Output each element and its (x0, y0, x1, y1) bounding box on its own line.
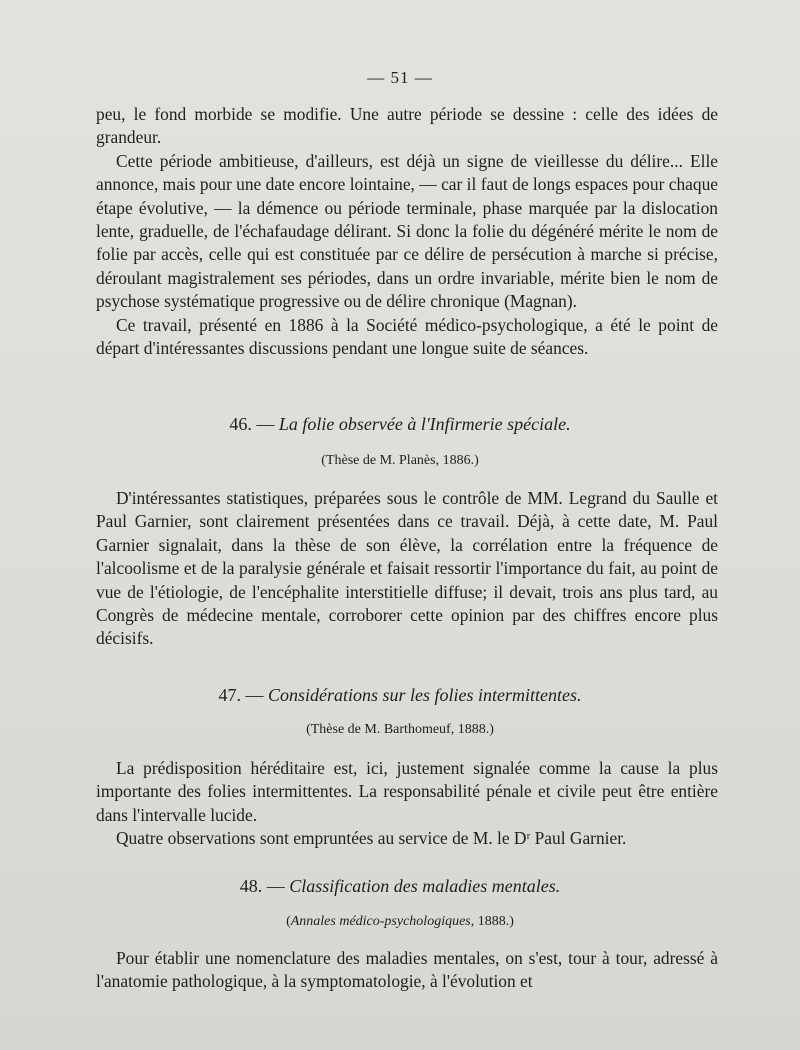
source-open: ( (286, 914, 291, 929)
paragraph: Pour établir une nomenclature des maladies mentales, on s'est, tour à tour, adressé à l'anatomie pathologique, à la symptomatologie, à l'évolution et (96, 948, 718, 992)
page-number: — 51 — (367, 68, 433, 87)
paragraph: Quatre observations sont empruntées au service de M. le Dʳ Paul Garnier. (116, 828, 627, 849)
section-number: 47. — (218, 685, 268, 705)
text-block-48 (96, 947, 718, 994)
paragraph: Ce travail, présenté en 1886 à la Société médico-psychologique, a été le point de départ d'intéressantes discussions pendant une longue suite de séances. (96, 314, 718, 359)
section-number: 48. — (239, 876, 290, 896)
section-heading-47 (0, 685, 800, 706)
section-title: Considérations sur les folies intermittentes. (268, 685, 582, 705)
paragraph: peu, le fond morbide se modifie. Une autre période se dessine : celle des idées de grandeur. (96, 104, 718, 148)
text-block-intro (96, 103, 718, 360)
section-heading-48 (0, 876, 800, 897)
section-heading-46 (0, 414, 800, 435)
paragraph: D'intéressantes statistiques, préparées sous le contrôle de MM. Legrand du Saulle et Paul Garnier, sont clairement présentées dans ce travail. Déjà, à cette date, M. Paul Garnier signalait, dans la thèse de son élève, la corrélation entre la fréquence de l'alcoolisme et de la paralysie générale et faisait ressortir l'importance du fait, au point de vue de l'étiologie, de l'encéphalite interstitielle diffuse; il devait, trois ans plus tard, au Congrès de médecine mentale, corroborer cette opinion par des chiffres encore plus décisifs. (96, 488, 718, 649)
section-source-47: (Thèse de M. Barthomeuf, 1888.) (306, 722, 494, 737)
section-title: Classification des maladies mentales. (289, 876, 561, 896)
paragraph: La prédisposition héréditaire est, ici, justement signalée comme la cause la plus importante des folies intermittentes. La responsabilité pénale et civile peut être entière dans l'intervalle lucide. (96, 758, 718, 825)
text-block-46 (96, 487, 718, 651)
source-close: , 1888.) (470, 914, 514, 929)
paragraph: Cette période ambitieuse, d'ailleurs, est déjà un signe de vieillesse du délire... Elle annonce, mais pour une date encore lointaine, — car il faut de longs espaces pour chaque étape évolutive, — la démence ou période terminale, phase marquée par la dislocation lente, graduelle, de l'échafaudage délirant. Si donc la folie du dégénéré mérite le nom de folie par accès, celle qui est constituée par ce délire de persécution à marche si précise, déroulant magistralement ses périodes, dans un ordre invariable, mérite bien le nom de psychose systématique progressive ou de délire chronique (Magnan). (96, 150, 718, 312)
section-source-48 (0, 914, 800, 930)
section-source-46: (Thèse de M. Planès, 1886.) (321, 453, 479, 468)
section-title: La folie observée à l'Infirmerie spéciale. (278, 414, 571, 434)
section-number: 46. — (229, 414, 279, 434)
source-journal: Annales médico-psychologiques (290, 914, 471, 929)
text-block-47 (96, 757, 718, 851)
